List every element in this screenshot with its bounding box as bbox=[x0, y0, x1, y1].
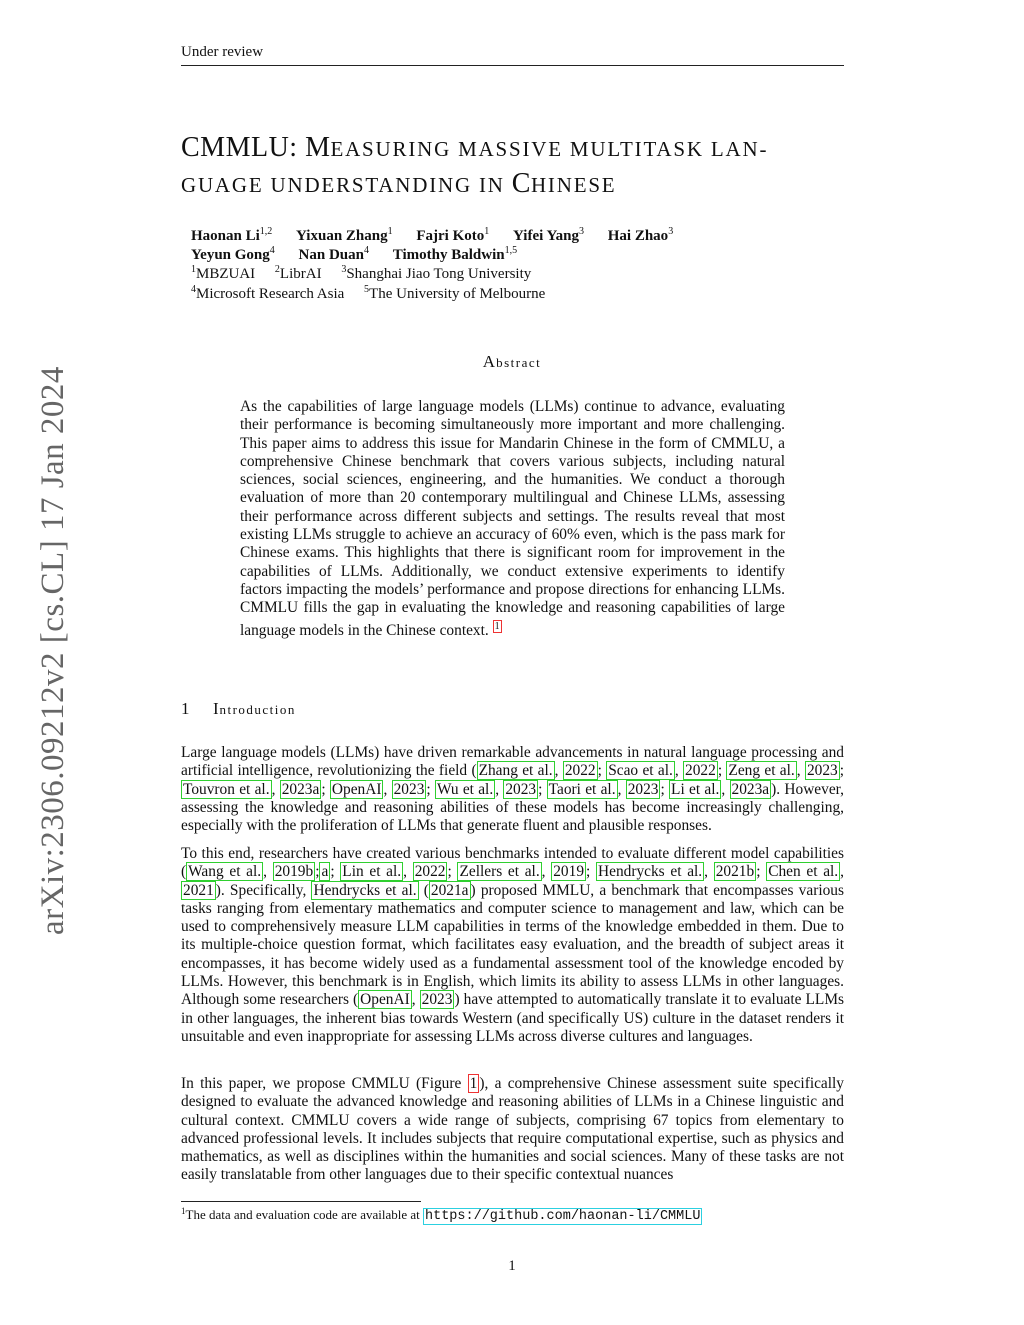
citation-link[interactable]: Hendrycks et al. bbox=[313, 881, 417, 899]
citation-link[interactable]: 2021 bbox=[183, 881, 214, 899]
running-header: Under review bbox=[181, 44, 844, 66]
citation-link[interactable]: 2023 bbox=[627, 780, 659, 798]
intro-paragraph-3: In this paper, we propose CMMLU (Figure 1 ), a comprehensive Chinese assessment suite specifically designed to evaluate the advanced knowledge and reasoning abilities of LLMs in a Chinese linguistic and cultural context. CMMLU covers a wide range of subjects, comprising 67 topics from elementary to advanced professional levels. It includes subjects that require computational expertise, such as physics and mathematics, as well as disciplines within the humanities and social sciences. Many of these tasks are not easily translatable from other languages due to their specific contextual nuances bbox=[181, 1075, 844, 1184]
citation-link[interactable]: 2023 bbox=[421, 991, 453, 1009]
citation-link[interactable]: 2023a bbox=[281, 780, 320, 798]
citation-link[interactable]: 2022 bbox=[564, 762, 596, 780]
author-name: Haonan Li bbox=[191, 228, 260, 244]
citation-link[interactable]: Lin et al. bbox=[342, 863, 402, 881]
author-name: Yifei Yang bbox=[513, 228, 579, 244]
author-name: Hai Zhao bbox=[607, 228, 669, 244]
citation-link[interactable]: OpenAI bbox=[360, 991, 410, 1009]
author-name: Fajri Koto bbox=[416, 228, 485, 244]
page-number: 1 bbox=[508, 1258, 516, 1274]
citation-link[interactable]: Wang et al. bbox=[188, 863, 262, 881]
paper-title: CMMLU: MEASURING MASSIVE MULTITASK LAN- GUAGE UNDERSTANDING IN CHINESE bbox=[181, 132, 769, 199]
abstract-text: As the capabilities of large language models (LLMs) continue to advance, evaluating their performance is becoming simultaneously more important and more challenging. This paper aims to address this issue for Mandarin Chinese in the form of CMMLU, a comprehensive Chinese benchmark that covers various subjects, including natural sciences, social sciences, engineering, and the humanities. We conduct a thorough evaluation of more than 20 contemporary multilingual and Chinese LLMs, assessing their performance across different subjects and settings. The results reveal that most existing LLMs struggle to achieve an accuracy of 60% even, which is the pass mark for Chinese exams. This highlights that there is significant room for improvement in the capabilities of LLMs. Additionally, we conduct extensive experiments to identify factors impacting the models’ performance and propose directions for enhancing LLMs. CMMLU fills the gap in evaluating the knowledge and reasoning capabilities of large language models in the Chinese context. $^1$ bbox=[240, 398, 785, 639]
author-list: Haonan Li$^{1,2}$ Yixuan Zhang$^1$ Fajri Koto$^1$ Yifei Yang$^3$ Hai Zhao$^3$ Yeyun Gong$^4$ Nan Duan$^4$ Timothy Baldwin$^{1,5}$ bbox=[191, 226, 674, 263]
citation-link[interactable]: OpenAI bbox=[331, 780, 382, 798]
citation-link[interactable]: 2019b bbox=[274, 863, 314, 881]
citation-link[interactable]: Chen et al. bbox=[768, 863, 839, 881]
citation-link[interactable]: a bbox=[321, 863, 329, 881]
citation-link[interactable]: 2022 bbox=[685, 762, 716, 780]
citation-link[interactable]: Li et al. bbox=[671, 780, 720, 798]
citation-link[interactable]: Zellers et al. bbox=[459, 863, 540, 881]
citation-link[interactable]: Touvron et al. bbox=[183, 780, 270, 798]
affiliations-line-1: $^1$MBZUAI $^2$LibrAI $^3$Shanghai Jiao Tong University bbox=[191, 264, 532, 282]
footnote: $^1$The data and evaluation code are available at https://github.com/haonan-li/CMMLU bbox=[181, 1206, 701, 1224]
citation-link[interactable]: Wu et al. bbox=[436, 780, 494, 798]
abstract-heading: Abstract bbox=[482, 352, 542, 371]
github-url-link[interactable]: https://github.com/haonan-li/CMMLU bbox=[425, 1209, 701, 1224]
intro-paragraph-1: Large language models (LLMs) have driven remarkable advancements in natural language processing and artificial intelligence, revolutionizing the field ( Zhang et al. , 2022 ; Scao et al. , 2022 ; Zeng et al. , 2023 ; Touvron et al. , 2023a ; OpenAI , 2023 ; Wu et al. , 2023 ; Taori et al. , 2023 ; Li et al. , 2023a ). However, assessing the knowledge and reasoning abilities of these models has become increasingly challenging, especially with the proliferation of LLMs that generate fluent and plausible responses. bbox=[181, 744, 845, 835]
citation-link[interactable]: 2023 bbox=[806, 762, 838, 780]
footnote-link[interactable]: 1 bbox=[494, 620, 500, 632]
citation-link[interactable]: Scao et al. bbox=[608, 762, 673, 780]
citation-link[interactable]: 2023 bbox=[393, 780, 425, 798]
arxiv-stamp: arXiv:2306.09212v2 [cs.CL] 17 Jan 2024 bbox=[35, 366, 71, 935]
affiliations-line-2: $^4$Microsoft Research Asia $^5$The University of Melbourne bbox=[191, 284, 546, 302]
citation-link[interactable]: Zeng et al. bbox=[728, 762, 795, 780]
section-heading: 1 Introduction bbox=[181, 699, 296, 718]
citation-link[interactable]: Taori et al. bbox=[548, 780, 616, 798]
author-name: Timothy Baldwin bbox=[392, 247, 505, 263]
figure-link[interactable]: 1 bbox=[469, 1075, 478, 1092]
intro-paragraph-2: To this end, researchers have created various benchmarks intended to evaluate different model capabilities ( Wang et al. , 2019b ; a ; Lin et al. , 2022 ; Zellers et al. , 2019 ; Hendrycks et al. , 2021b ; Chen et al. , 2021 ). Specifically, Hendrycks et al. ( 2021a ) proposed MMLU, a benchmark that encompasses various tasks ranging from elementary mathematics and computer science to management and law, which can be used to comprehensively measure LLM capabilities in terms of the knowledge embedded in them. Due to its multiple-choice question format, which facilitates easy evaluation, and the breadth of subject areas it encompasses, it has become widely used as a fundamental assessment tool of the knowledge encoded by LLMs. However, this benchmark is in English, which limits its ability to assess LLMs in other languages. Although some researchers ( OpenAI , 2023 ) have attempted to automatically translate it to evaluate LLMs in other languages, the inherent bias towards Western (and specifically US) culture in the dataset renders it unsuitable and even inappropriate for assessing LLMs across diverse cultures and languages. bbox=[181, 845, 845, 1045]
citation-link[interactable]: Hendrycks et al. bbox=[598, 863, 703, 881]
citation-link[interactable]: 2022 bbox=[414, 863, 446, 881]
citation-link[interactable]: Zhang et al. bbox=[478, 762, 553, 780]
citation-link[interactable]: 2023a bbox=[731, 780, 770, 798]
citation-link[interactable]: 2021b bbox=[715, 863, 755, 881]
citation-link[interactable]: 2023 bbox=[505, 780, 537, 798]
citation-link[interactable]: 2021a bbox=[430, 881, 469, 899]
citation-link[interactable]: 2019 bbox=[553, 863, 585, 881]
footnote-rule bbox=[181, 1201, 421, 1202]
author-name: Yixuan Zhang bbox=[296, 228, 388, 244]
author-name: Nan Duan bbox=[298, 247, 364, 263]
author-name: Yeyun Gong bbox=[191, 247, 270, 263]
